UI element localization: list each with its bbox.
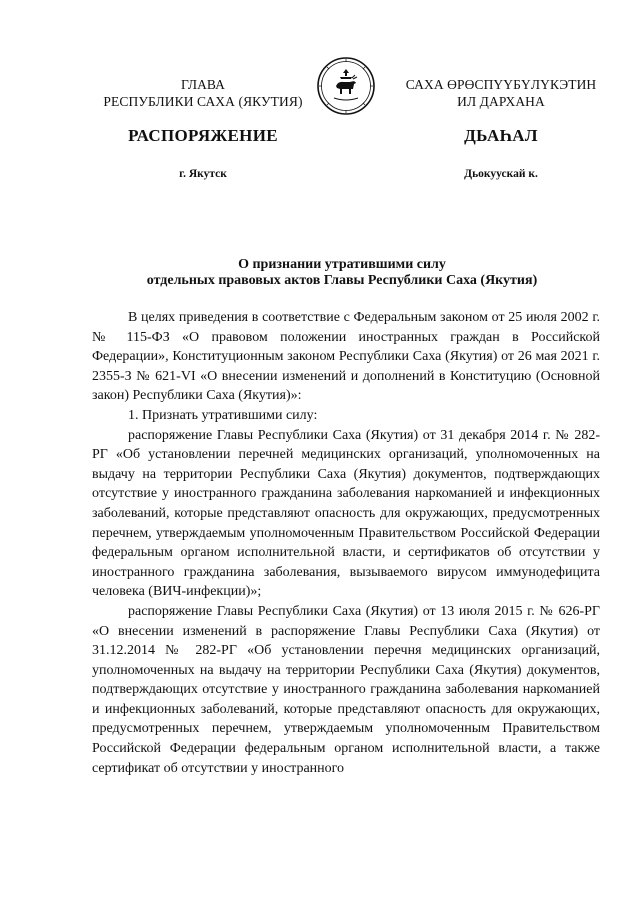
issuer-region-ru: РЕСПУБЛИКИ САХА (ЯКУТИЯ) [103, 94, 303, 109]
document-title-line-2: отдельных правовых актов Главы Республики Саха (Якутия) [146, 273, 538, 288]
coat-of-arms-yakutia-icon [316, 56, 376, 116]
body-paragraph-repealed-act-1: распоряжение Главы Республики Саха (Якутия) от 31 декабря 2014 г. № 282-РГ «Об установлении перечней медицинских организаций, уполномоченных на выдачу на территории Республики Саха (Якутия) документов, подтверждающих отсутствие у иностранного гражданина заболевания наркоманией и инфекционных заболеваний, которые представляют опасность для окружающих, предусмотренных перечнем, утверждаемым уполномоченным Правительством Российской Федерации федеральным органом исполнительной власти, и сертификатов об отсутствии у иностранного гражданина заболевания, вызываемого вирусом иммунодефицита человека (ВИЧ-инфекции)»; [92, 427, 600, 600]
document-type-sakha: ДЬАҺАЛ [464, 126, 538, 145]
document-type-ru: РАСПОРЯЖЕНИЕ [128, 126, 278, 145]
city-sakha: Дьокуускай к. [464, 168, 538, 180]
issuer-title-sakha: ИЛ ДАРХАНА [457, 94, 545, 109]
body-paragraph-preamble: В целях приведения в соответствие с Федеральным законом от 25 июля 2002 г. № 115-ФЗ «О правовом положении иностранных граждан в Российской Федерации», Конституционным законом Республики Саха (Якутия) от 26 мая 2021 г. 2355-З № 621-VI «О внесении изменений и дополнений в Конституцию (Основной закон) Республики Саха (Якутия)»: [92, 310, 600, 404]
issuer-title-ru: ГЛАВА [180, 77, 226, 92]
issuer-header-sakha [382, 76, 620, 110]
document-title-line-1: О признании утратившими силу [238, 257, 446, 272]
body-paragraph-repealed-act-2: распоряжение Главы Республики Саха (Якутия) от 13 июля 2015 г. № 626-РГ «О внесении изменений в распоряжение Главы Республики Саха (Якутия) от 31.12.2014 № 282-РГ «Об установлении перечня медицинских организаций, уполномоченных на выдачу на территории Республики Саха (Якутия) документов, подтверждающих отсутствие у иностранного гражданина заболевания наркоманией и инфекционных заболеваний, которые представляют опасность для окружающих, предусмотренных перечнем, утверждаемым уполномоченным Правительством Российской Федерации федеральным органом исполнительной власти, а также сертификат об отсутствии у иностранного [92, 603, 600, 776]
document-body [92, 308, 600, 778]
issuer-region-sakha: САХА ӨРӨСПҮҮБҮЛҮКЭТИН [405, 77, 597, 92]
city-ru: г. Якутск [179, 168, 227, 180]
document-title [92, 257, 592, 289]
issuer-header-ru [88, 76, 318, 110]
body-paragraph-item-1: 1. Признать утратившими силу: [128, 407, 318, 423]
